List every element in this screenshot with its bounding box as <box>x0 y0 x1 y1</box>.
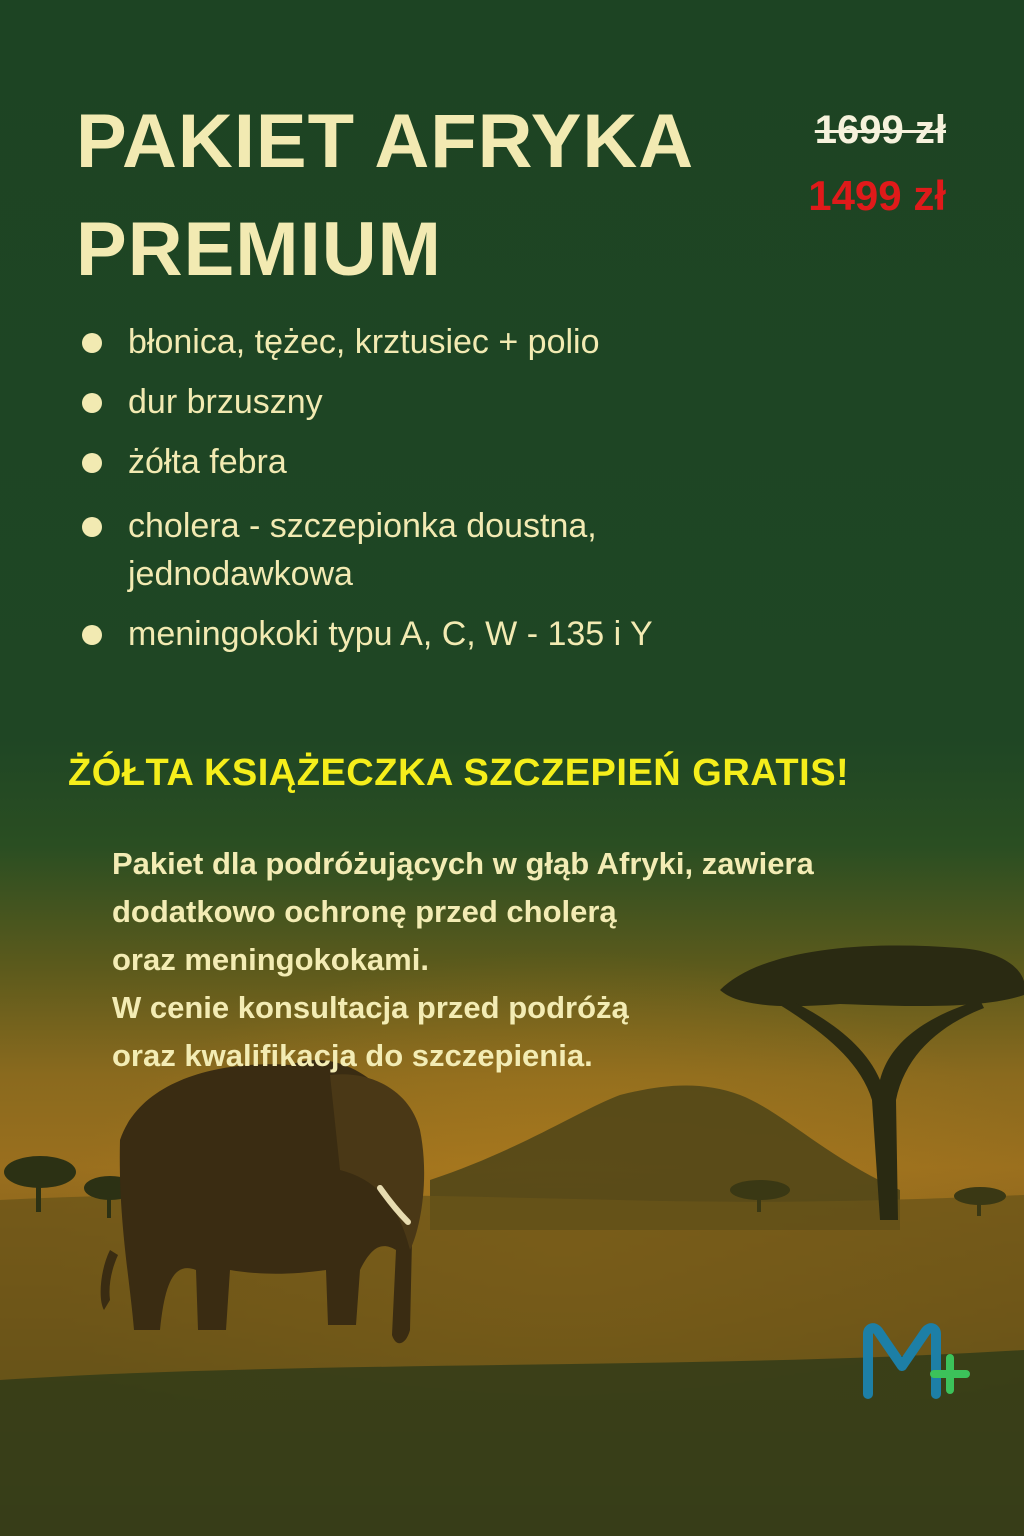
bullet-dot-icon <box>82 625 102 645</box>
title-line-1: PAKIET AFRYKA <box>76 99 695 184</box>
bullet-dot-icon <box>82 333 102 353</box>
title-line-2: PREMIUM <box>76 207 442 292</box>
old-price: 1699 zł <box>814 108 946 152</box>
list-item <box>80 610 960 658</box>
list-item <box>80 378 960 426</box>
list-item <box>80 318 960 366</box>
m-plus-logo-icon <box>862 1322 972 1402</box>
list-item <box>80 438 960 486</box>
description-line: Pakiet dla podróżujących w głąb Afryki, zawiera <box>112 846 814 881</box>
description-line: dodatkowo ochronę przed cholerą <box>112 894 617 929</box>
package-title <box>76 88 756 304</box>
bullet-dot-icon <box>82 393 102 413</box>
description-line: oraz meningokokami. <box>112 942 429 977</box>
vaccine-label: błonica, tężec, krztusiec + polio <box>128 323 600 361</box>
description-line: W cenie konsultacja przed podróżą <box>112 990 629 1025</box>
gratis-banner: ŻÓŁTA KSIĄŻECZKA SZCZEPIEŃ GRATIS! <box>68 752 850 794</box>
bullet-dot-icon <box>82 517 102 537</box>
vaccine-list <box>80 318 960 658</box>
vaccine-label: meningokoki typu A, C, W - 135 i Y <box>128 615 653 653</box>
vaccine-label: dur brzuszny <box>128 383 323 421</box>
list-item <box>80 502 688 598</box>
vaccine-label: cholera - szczepionka doustna, jednodawkowa <box>128 507 597 593</box>
package-description <box>112 840 972 1080</box>
new-price: 1499 zł <box>808 172 946 219</box>
description-line: oraz kwalifikacja do szczepienia. <box>112 1038 593 1073</box>
bullet-dot-icon <box>82 453 102 473</box>
vaccine-label: żółta febra <box>128 443 287 481</box>
